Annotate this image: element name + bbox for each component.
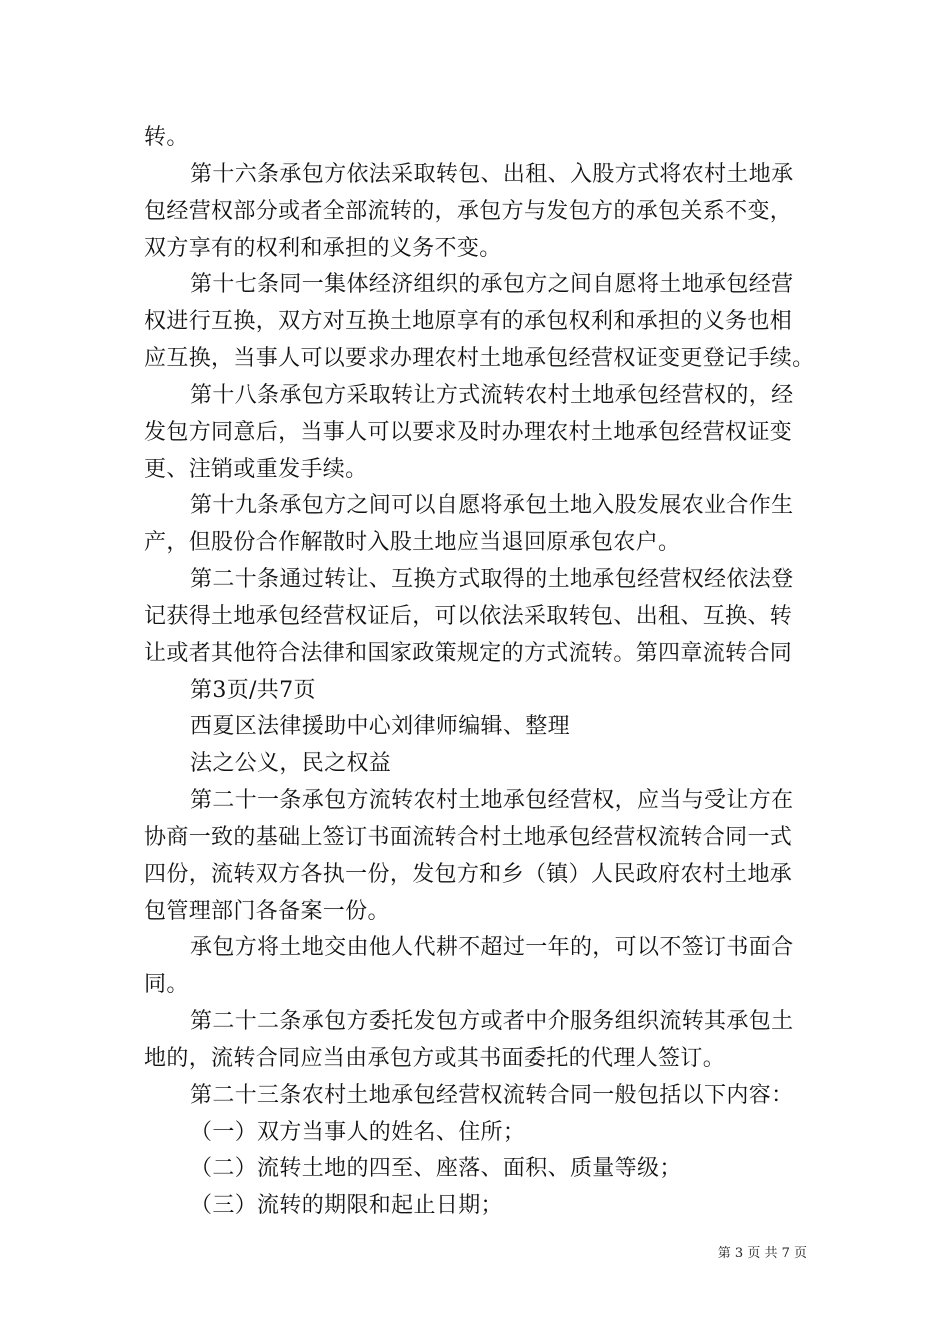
body-line: 包管理部门各备案一份。 (144, 899, 390, 924)
paragraph-line: 第十六条承包方依法采取转包、出租、入股方式将农村土地承 (190, 162, 794, 187)
editor-credit: 西夏区法律援助中心刘律师编辑、整理 (190, 714, 570, 739)
body-line: 应互换，当事人可以要求办理农村土地承包经营权证变更登记手续。 (144, 346, 815, 371)
motto: 法之公义，民之权益 (190, 751, 392, 776)
list-item: （三）流转的期限和起止日期； (190, 1193, 503, 1218)
list-item: （二）流转土地的四至、座落、面积、质量等级； (190, 1156, 682, 1181)
body-line: 发包方同意后，当事人可以要求及时办理农村土地承包经营权证变 (144, 420, 793, 445)
body-line: 权进行互换，双方对互换土地原享有的承包权利和承担的义务也相 (144, 309, 793, 334)
paragraph-line: 第二十三条农村土地承包经营权流转合同一般包括以下内容： (190, 1083, 794, 1108)
body-line: 双方享有的权利和承担的义务不变。 (144, 236, 502, 261)
body-line: 同。 (144, 972, 189, 997)
body-line: 让或者其他符合法律和国家政策规定的方式流转。第四章流转合同 (144, 641, 793, 666)
body-line: 包经营权部分或者全部流转的，承包方与发包方的承包关系不变， (144, 199, 793, 224)
page-counter-inline: 第3页/共7页 (190, 678, 316, 703)
list-item: （一）双方当事人的姓名、住所； (190, 1120, 526, 1145)
body-line: 更、注销或重发手续。 (144, 457, 368, 482)
body-line: 记获得土地承包经营权证后，可以依法采取转包、出租、互换、转 (144, 604, 793, 629)
paragraph-line: 第十九条承包方之间可以自愿将承包土地入股发展农业合作生 (190, 493, 794, 518)
paragraph-line: 第二十条通过转让、互换方式取得的土地承包经营权经依法登 (190, 567, 794, 592)
body-line: 四份，流转双方各执一份，发包方和乡（镇）人民政府农村土地承 (144, 862, 793, 887)
paragraph-line: 第十八条承包方采取转让方式流转农村土地承包经营权的，经 (190, 383, 794, 408)
body-line: 协商一致的基础上签订书面流转合村土地承包经营权流转合同一式 (144, 825, 793, 850)
page-footer: 第 3 页 共 7 页 (717, 1246, 807, 1261)
body-line: 转。 (144, 125, 189, 150)
paragraph-line: 第二十二条承包方委托发包方或者中介服务组织流转其承包土 (190, 1009, 794, 1034)
body-line: 产，但股份合作解散时入股土地应当退回原承包农户。 (144, 530, 681, 555)
paragraph-line: 承包方将土地交由他人代耕不超过一年的，可以不签订书面合 (190, 935, 794, 960)
paragraph-line: 第二十一条承包方流转农村土地承包经营权，应当与受让方在 (190, 788, 794, 813)
body-line: 地的，流转合同应当由承包方或其书面委托的代理人签订。 (144, 1046, 726, 1071)
paragraph-line: 第十七条同一集体经济组织的承包方之间自愿将土地承包经营 (190, 272, 794, 297)
